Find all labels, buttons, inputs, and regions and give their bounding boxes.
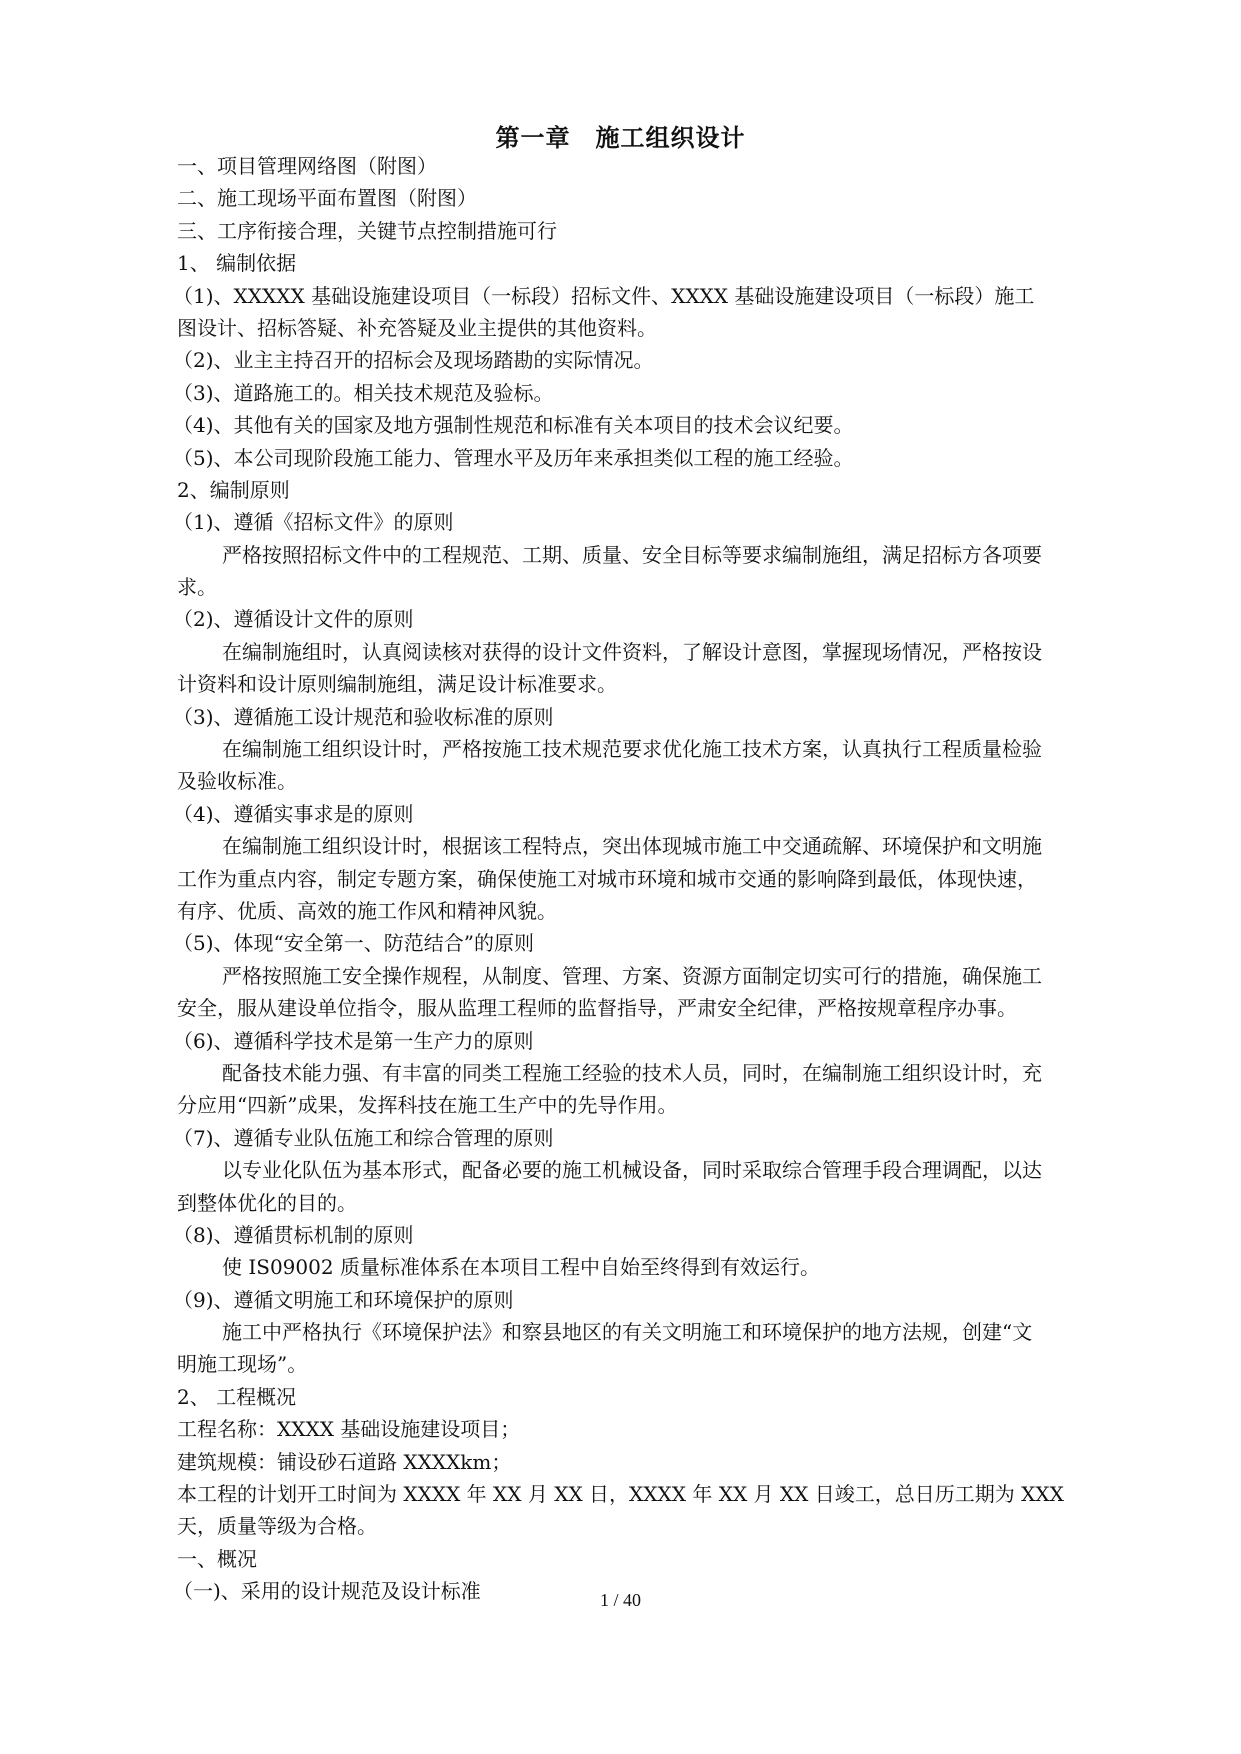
paragraph-line: 严格按照招标文件中的工程规范、工期、质量、安全目标等要求编制施组，满足招标方各项要 — [222, 542, 1042, 567]
subsection-heading: （一)、采用的设计规范及设计标准 — [173, 1579, 481, 1604]
principle-heading: （6)、遵循科学技术是第一生产力的原则 — [173, 1028, 534, 1053]
paragraph-line: 求。 — [177, 575, 217, 600]
project-scale: 建筑规模：铺设砂石道路 XXXXkm； — [177, 1449, 512, 1474]
section-heading: 三、工序衔接合理，关键节点控制措施可行 — [177, 218, 557, 243]
principle-heading: （7)、遵循专业队伍施工和综合管理的原则 — [173, 1125, 554, 1150]
subsection-heading: 2、 工程概况 — [177, 1384, 297, 1409]
paragraph-line: 天，质量等级为合格。 — [177, 1514, 377, 1539]
principle-heading: （3)、遵循施工设计规范和验收标准的原则 — [173, 704, 554, 729]
paragraph-line: 及验收标准。 — [177, 769, 297, 794]
principle-heading: （4)、遵循实事求是的原则 — [173, 801, 414, 826]
paragraph-line: 到整体优化的目的。 — [177, 1190, 357, 1215]
list-item: （1)、XXXXX 基础设施建设项目（一标段）招标文件、XXXX 基础设施建设项目（一标段）施工 — [173, 283, 1035, 308]
paragraph-line: 施工中严格执行《环境保护法》和察县地区的有关文明施工和环境保护的地方法规，创建“文 — [222, 1320, 1033, 1345]
principle-heading: （1)、遵循《招标文件》的原则 — [173, 510, 454, 535]
section-heading: 一、概况 — [177, 1546, 257, 1571]
project-name: 工程名称：XXXX 基础设施建设项目； — [177, 1417, 521, 1442]
paragraph-line: 安全，服从建设单位指令，服从监理工程师的监督指导，严肃安全纪律，严格按规章程序办事。 — [177, 996, 1017, 1021]
principle-heading: （5)、体现“安全第一、防范结合”的原则 — [173, 931, 534, 956]
paragraph-line: 本工程的计划开工时间为 XXXX 年 XX 月 XX 日，XXXX 年 XX 月 XX 日竣工，总日历工期为 XXX — [177, 1482, 1064, 1507]
principle-heading: （8)、遵循贯标机制的原则 — [173, 1222, 414, 1247]
subsection-heading: 1、 编制依据 — [177, 251, 297, 276]
principle-heading: （9)、遵循文明施工和环境保护的原则 — [173, 1287, 514, 1312]
chapter-title: 第一章 施工组织设计 — [495, 123, 746, 152]
section-heading: 一、项目管理网络图（附图） — [177, 154, 437, 178]
list-item: （4)、其他有关的国家及地方强制性规范和标准有关本项目的技术会议纪要。 — [173, 413, 854, 438]
list-item: （5)、本公司现阶段施工能力、管理水平及历年来承担类似工程的施工经验。 — [173, 445, 854, 470]
paragraph-line: 计资料和设计原则编制施组，满足设计标准要求。 — [177, 672, 617, 697]
principle-heading: （2)、遵循设计文件的原则 — [173, 607, 414, 632]
page-number: 1 / 40 — [599, 1590, 641, 1610]
paragraph-line: 明施工现场”。 — [177, 1352, 308, 1377]
subsection-heading: 2、编制原则 — [177, 477, 290, 502]
list-item: （3)、道路施工的。相关技术规范及验标。 — [173, 380, 554, 405]
paragraph-line: 严格按照施工安全操作规程，从制度、管理、方案、资源方面制定切实可行的措施，确保施工 — [222, 963, 1042, 988]
paragraph-line: 以专业化队伍为基本形式，配备必要的施工机械设备，同时采取综合管理手段合理调配，以达 — [222, 1158, 1042, 1183]
text-line: 图设计、招标答疑、补充答疑及业主提供的其他资料。 — [177, 315, 657, 340]
document-body — [173, 150, 1127, 1608]
paragraph-line: 在编制施工组织设计时，严格按施工技术规范要求优化施工技术方案，认真执行工程质量检验 — [222, 737, 1042, 762]
paragraph-line: 工作为重点内容，制定专题方案，确保使施工对城市环境和城市交通的影响降到最低，体现快速， — [177, 866, 1037, 891]
paragraph-line: 配备技术能力强、有丰富的同类工程施工经验的技术人员，同时，在编制施工组织设计时，充 — [222, 1060, 1042, 1085]
list-item: （2)、业主主持召开的招标会及现场踏勘的实际情况。 — [173, 348, 654, 373]
paragraph-line: 有序、优质、高效的施工作风和精神风貌。 — [177, 898, 557, 923]
paragraph-line: 使 IS09002 质量标准体系在本项目工程中自始至终得到有效运行。 — [222, 1255, 820, 1280]
section-heading: 二、施工现场平面布置图（附图） — [177, 186, 477, 211]
paragraph-line: 在编制施工组织设计时，根据该工程特点，突出体现城市施工中交通疏解、环境保护和文明施 — [222, 834, 1042, 859]
paragraph-line: 在编制施组时，认真阅读核对获得的设计文件资料，了解设计意图，掌握现场情况，严格按设 — [222, 639, 1042, 664]
paragraph-line: 分应用“四新”成果，发挥科技在施工生产中的先导作用。 — [177, 1093, 678, 1118]
